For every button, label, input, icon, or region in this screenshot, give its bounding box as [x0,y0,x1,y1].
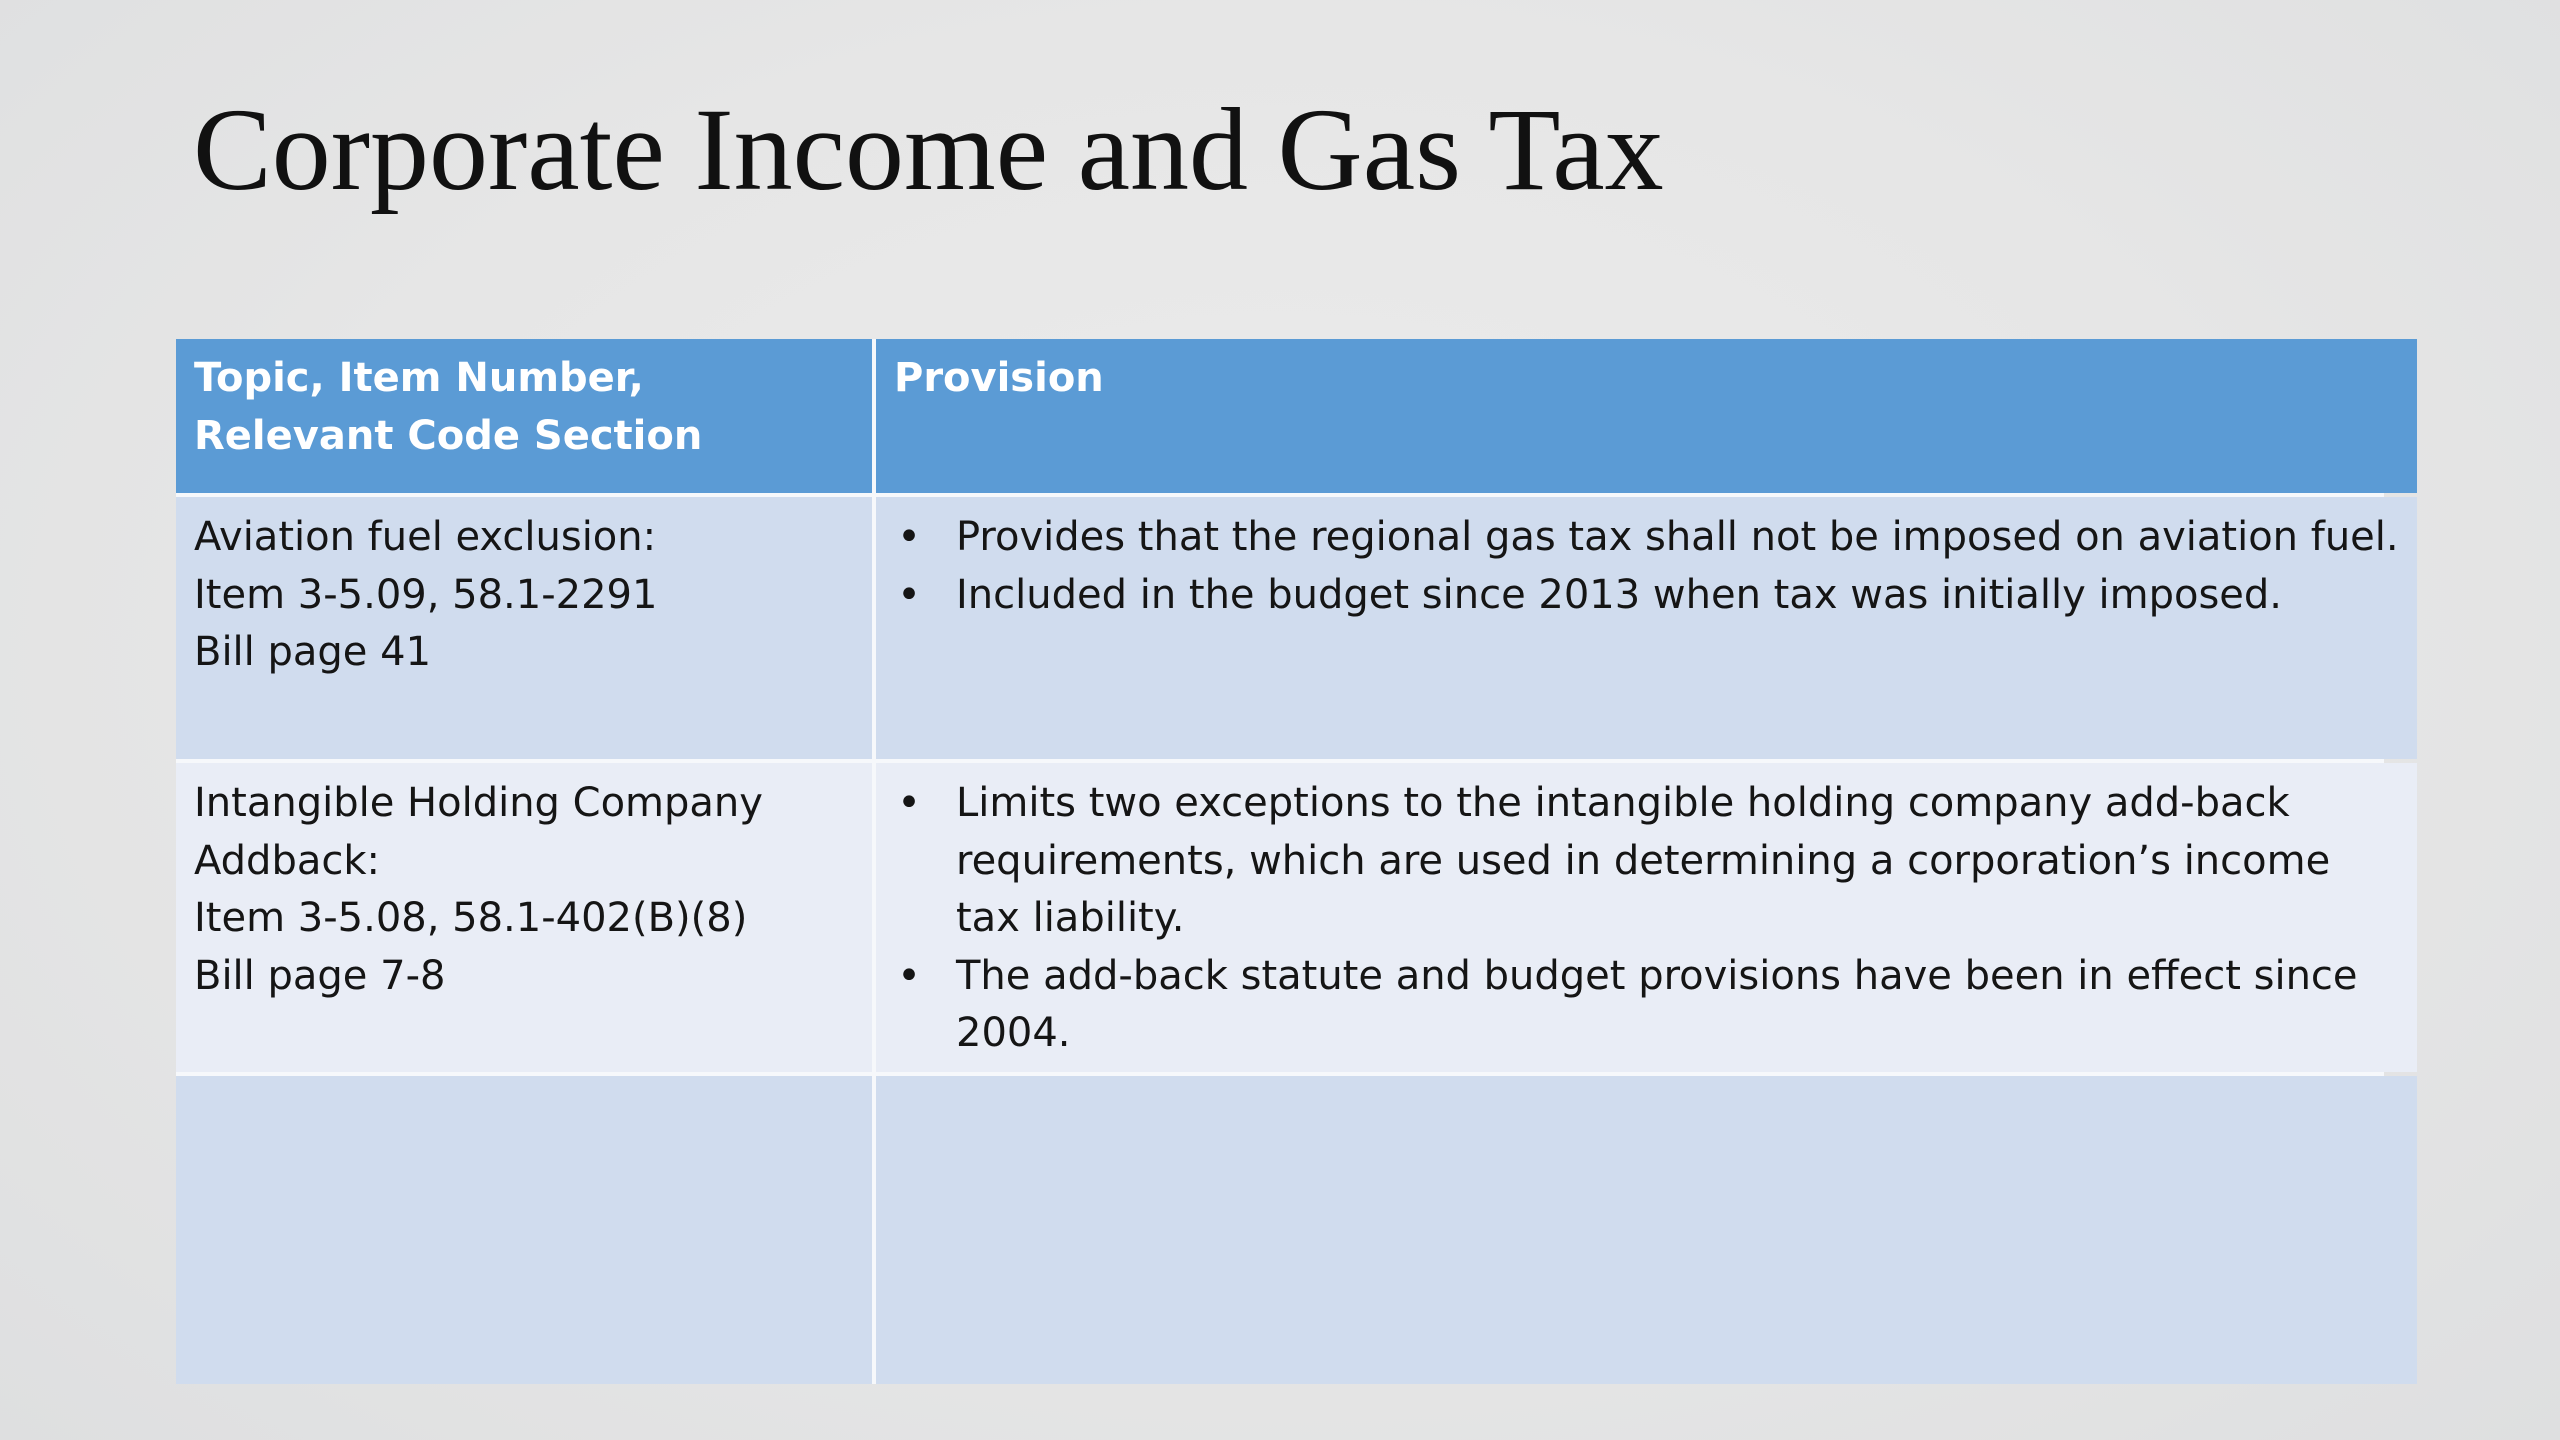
topic-line: Addback: [194,837,380,884]
header-provision [876,339,2417,493]
provision-item [894,775,2399,948]
topic-line: Item 3-5.09, 58.1-2291 [194,571,658,618]
header-topic-line: Topic, Item Number, [194,355,644,401]
table-row-topic [176,497,872,759]
table-row-topic [176,763,872,1072]
provision-list [894,509,2399,624]
provision-item [894,509,2399,567]
provision-item [894,948,2399,1063]
provision-text: Limits two exceptions to the intangible holding company add-back requirements, which are used in determining a corporation’s income tax liability. [956,780,2331,941]
bullet-icon: • [897,780,921,826]
bullet-icon: • [897,952,921,999]
header-topic [176,339,872,493]
bullet-icon: • [897,571,921,618]
bullet-icon: • [897,514,921,560]
header-topic-line: Relevant Code Section [194,412,703,459]
topic-line: Aviation fuel exclusion: [194,514,657,560]
table-row-provision [876,497,2417,759]
provision-text: The add-back statute and budget provisions have been in effect since 2004. [956,952,2358,1056]
topic-line: Bill page 41 [194,629,432,675]
slide-title: Corporate Income and Gas Tax [193,84,1664,215]
provision-text: Provides that the regional gas tax shall not be imposed on aviation fuel. [956,514,2399,560]
provisions-table [176,339,2399,1384]
topic-line: Intangible Holding Company [194,780,763,826]
table-row-provision [876,763,2417,1072]
provision-item [894,567,2399,625]
header-provision-label: Provision [894,355,1104,401]
topic-line: Item 3-5.08, 58.1-402(B)(8) [194,895,748,941]
topic-line: Bill page 7-8 [194,952,446,999]
table-row-empty-provision [876,1076,2417,1384]
provision-text: Included in the budget since 2013 when tax was initially imposed. [956,571,2283,618]
provision-list [894,775,2399,1063]
table-row-empty-topic [176,1076,872,1384]
